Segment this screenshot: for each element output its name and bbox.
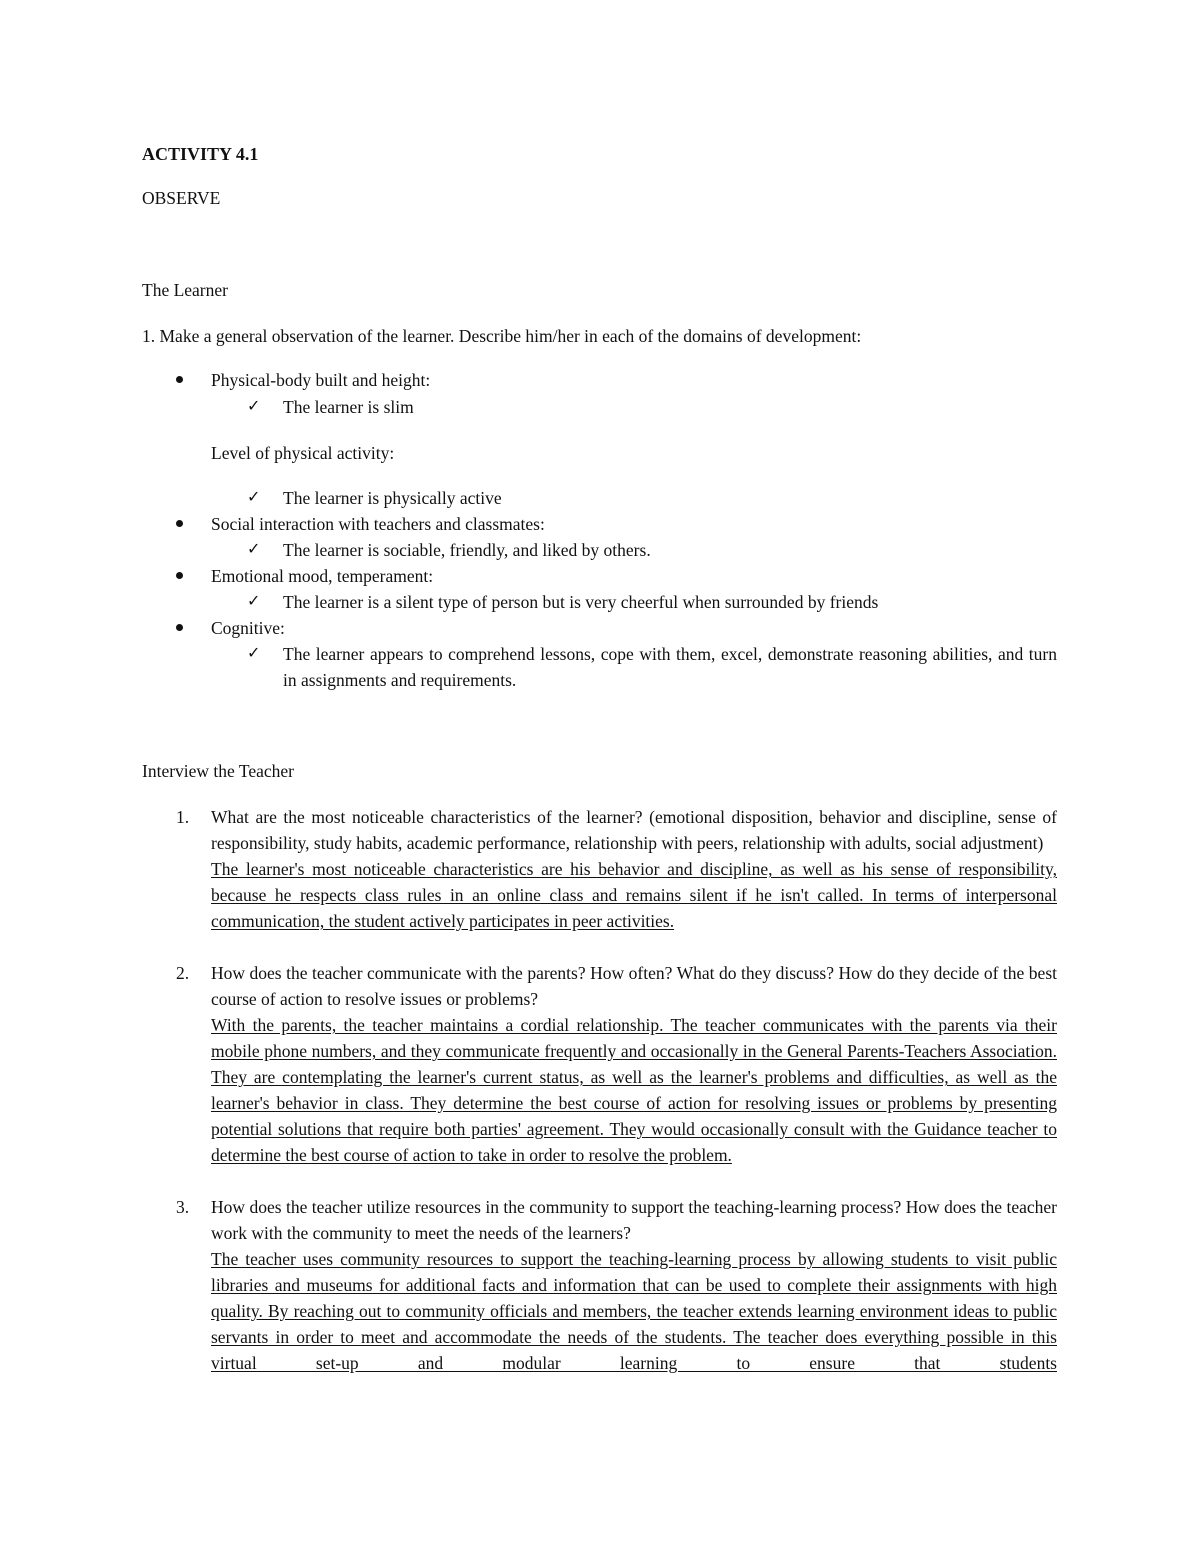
question-2 [211,960,1057,1168]
activity-label: Level of physical activity: [211,443,395,463]
bullet-icon [176,376,183,383]
question-text: How does the teacher utilize resources in the community to support the teaching-learning process? How does the teacher work with the community to meet the needs of the learners? [211,1197,1057,1243]
question-text: What are the most noticeable characteristics of the learner? (emotional disposition, behavior and discipline, sense of responsibility, study habits, academic performance, relationship with peers, relationship with adults, social adjustment) [211,807,1057,853]
checkmark-icon: ✓ [247,487,261,506]
activity-answer: The learner is physically active [283,488,502,508]
emotional-answer: The learner is a silent type of person but is very cheerful when surrounded by friends [283,592,879,612]
social-label: Social interaction with teachers and classmates: [211,514,545,534]
checkmark-icon: ✓ [247,396,261,415]
question-text: How does the teacher communicate with the parents? How often? What do they discuss? How do they decide of the best course of action to resolve issues or problems? [211,963,1057,1009]
cognitive-label: Cognitive: [211,618,285,638]
bullet-icon [176,572,183,579]
checkmark-icon: ✓ [247,539,261,558]
cognitive-answer: The learner appears to comprehend lessons, cope with them, excel, demonstrate reasoning abilities, and turn in assignments and requirements. [283,644,1057,690]
physical-answer: The learner is slim [283,397,414,417]
social-answer: The learner is sociable, friendly, and liked by others. [283,540,651,560]
learner-heading: The Learner [142,280,228,300]
question-number: 2. [176,963,190,983]
question-number: 3. [176,1197,190,1217]
bullet-icon [176,624,183,631]
question-3 [211,1194,1057,1376]
question-number: 1. [176,807,190,827]
interview-heading: Interview the Teacher [142,761,294,781]
answer-text: The teacher uses community resources to support the teaching-learning process by allowing students to visit public libraries and museums for additional facts and information that can be used to complete their assignments with high quality. By reaching out to community officials and members, the teacher extends learning environment ideas to public servants in order to meet and accommodate the needs of the students. The teacher does everything possible in this virtual set-up and modular learning to ensure that students [211,1249,1057,1373]
checkmark-icon: ✓ [247,591,261,610]
answer-text: The learner's most noticeable characteristics are his behavior and discipline, as well as his sense of responsibility, because he respects class rules in an online class and remains silent if he isn't called. In terms of interpersonal communication, the student actively participates in peer activities. [211,859,1057,931]
bullet-icon [176,520,183,527]
activity-title: ACTIVITY 4.1 [142,144,259,164]
checkmark-icon: ✓ [247,643,261,662]
emotional-label: Emotional mood, temperament: [211,566,434,586]
observation-instruction: 1. Make a general observation of the learner. Describe him/her in each of the domains of development: [142,326,862,346]
physical-label: Physical-body built and height: [211,370,431,390]
observe-subtitle: OBSERVE [142,188,221,208]
answer-text: With the parents, the teacher maintains a cordial relationship. The teacher communicates with the parents via their mobile phone numbers, and they communicate frequently and occasionally in the General Parents-Teachers Association. They are contemplating the learner's current status, as well as the learner's problems and difficulties, as well as the learner's behavior in class. They determine the best course of action for resolving issues or problems by presenting potential solutions that require both parties' agreement. They would occasionally consult with the Guidance teacher to determine the best course of action to take in order to resolve the problem. [211,1015,1057,1165]
question-1 [211,804,1057,934]
